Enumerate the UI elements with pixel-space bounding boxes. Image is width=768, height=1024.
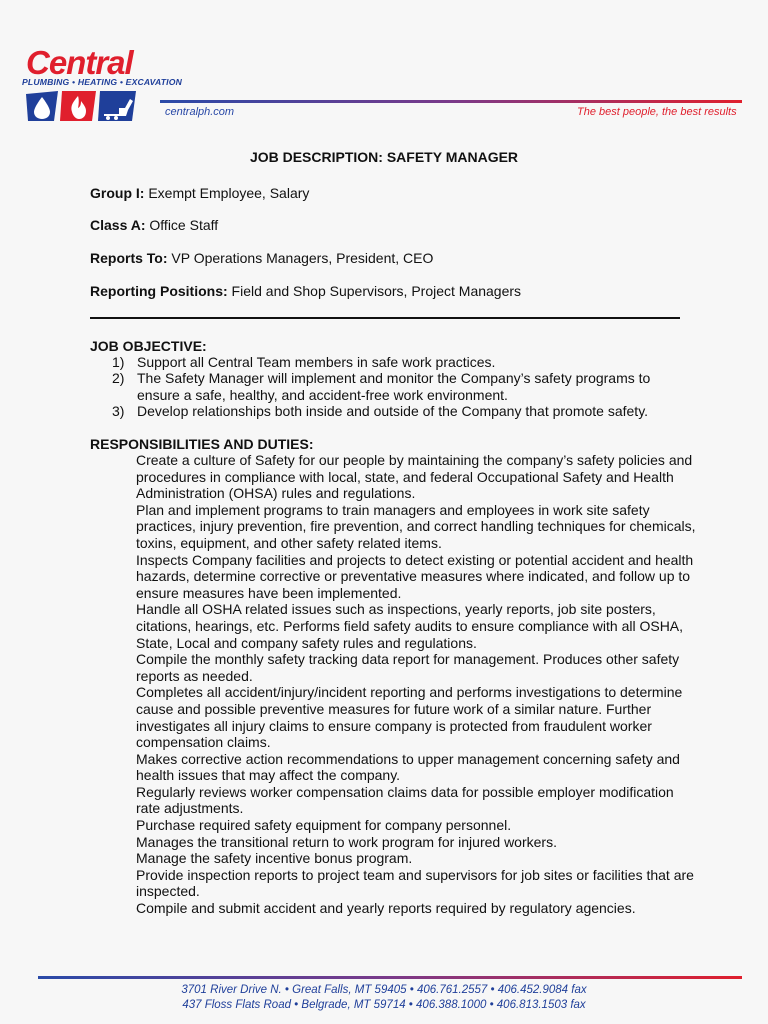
field-value: Office Staff <box>145 217 219 233</box>
footer-divider <box>38 976 742 979</box>
field-value: VP Operations Managers, President, CEO <box>167 250 434 266</box>
water-drop-icon <box>26 91 58 121</box>
field-reporting-positions <box>90 283 521 299</box>
list-item: Purchase required safety equipment for company personnel. <box>136 817 512 834</box>
field-class <box>90 217 218 233</box>
list-item: Manages the transitional return to work program for injured workers. <box>136 833 557 850</box>
list-text: The Safety Manager will implement and monitor the Company’s safety programs to ensure a safe, healthy, and accident-free work environment. <box>137 370 651 403</box>
list-item: Inspects Company facilities and projects to detect existing or potential accident and health hazards, determine corrective or preventative measures where indicated, and follow up to ensure measures have been implemented. <box>136 551 694 601</box>
field-value: Exempt Employee, Salary <box>144 185 310 201</box>
objective-list <box>90 354 690 420</box>
list-item <box>90 370 690 403</box>
list-item: Plan and implement programs to train managers and employees in work site safety practices, injury prevention, fire prevention, and correct handling techniques for chemicals, toxins, equipment, and other safety related items. <box>136 501 696 551</box>
field-label: Class A: <box>90 217 146 233</box>
list-item: Compile the monthly safety tracking data report for management. Produces other safety reports as needed. <box>136 651 680 684</box>
list-item: Create a culture of Safety for our people by maintaining the company’s safety policies and procedures in compliance with local, state, and federal Occupational Safety and Health Administration (OHSA) rules and regulations. <box>136 452 693 502</box>
list-item: Makes corrective action recommendations to upper management concerning safety and health issues that may affect the company. <box>136 750 680 784</box>
header-divider <box>160 100 742 103</box>
list-item <box>90 354 690 370</box>
objective-heading: JOB OBJECTIVE: <box>90 338 207 354</box>
website-link[interactable]: centralph.com <box>165 106 235 118</box>
list-text: Support all Central Team members in safe work practices. <box>137 354 496 370</box>
footer-address-great-falls: 3701 River Drive N. • Great Falls, MT 59405 • 406.761.2557 • 406.452.9084 fax <box>181 984 587 996</box>
list-number: 3) <box>112 403 125 420</box>
flame-icon <box>60 91 96 121</box>
responsibilities-list <box>136 452 696 917</box>
list-number: 2) <box>112 370 125 387</box>
responsibilities-heading: RESPONSIBILITIES AND DUTIES: <box>90 436 314 452</box>
field-reports-to <box>90 250 433 266</box>
document-title: JOB DESCRIPTION: SAFETY MANAGER <box>249 149 519 165</box>
field-label: Reports To: <box>90 250 168 266</box>
field-label: Reporting Positions: <box>90 283 228 299</box>
list-number: 1) <box>112 354 125 370</box>
list-item: Provide inspection reports to project team and supervisors for job sites or facilities that are inspected. <box>136 866 694 900</box>
logo-icons <box>24 88 164 124</box>
excavator-icon <box>98 91 136 121</box>
list-item <box>90 403 690 419</box>
list-item: Handle all OSHA related issues such as inspections, yearly reports, job site posters, citations, hearings, etc. Performs field safety audits to ensure compliance with all OSHA, State, Local and company safety rules and regulations. <box>136 601 684 651</box>
logo-tagline: PLUMBING • HEATING • EXCAVATION <box>22 77 183 87</box>
list-item: Manage the safety incentive bonus program. <box>136 850 413 867</box>
list-item: Compile and submit accident and yearly reports required by regulatory agencies. <box>136 900 636 917</box>
field-value: Field and Shop Supervisors, Project Managers <box>227 283 522 299</box>
company-slogan: The best people, the best results <box>577 106 737 118</box>
field-label: Group I: <box>90 185 145 201</box>
list-item: Regularly reviews worker compensation claims data for possible employer modification rate adjustments. <box>136 783 674 817</box>
list-item: Completes all accident/injury/incident reporting and performs investigations to determine cause and possible preventive measures for future work of a similar nature. Further investigates all injury claims to ensure company is protected from fraudulent worker compensation claims. <box>136 684 683 751</box>
section-divider <box>90 317 680 319</box>
list-text: Develop relationships both inside and outside of the Company that promote safety. <box>137 403 649 420</box>
footer-address-belgrade: 437 Floss Flats Road • Belgrade, MT 59714 • 406.388.1000 • 406.813.1503 fax <box>182 999 586 1011</box>
logo-wordmark: Central <box>26 44 133 81</box>
field-group <box>90 185 309 201</box>
